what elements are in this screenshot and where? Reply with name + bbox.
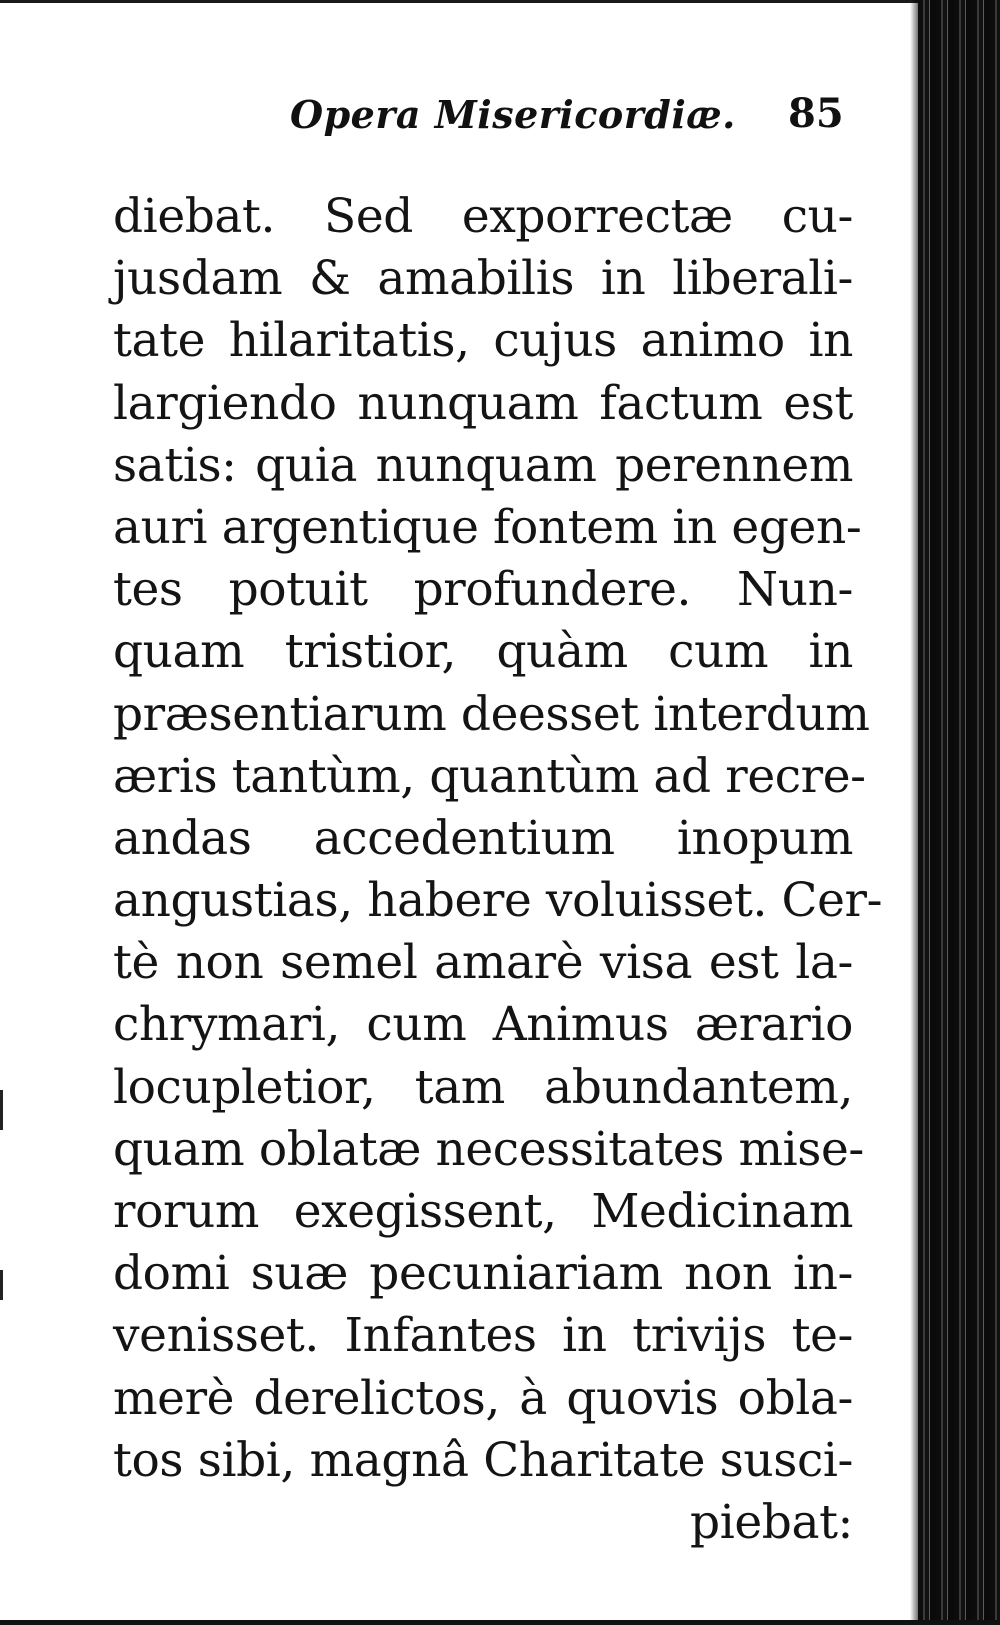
bottom-border (0, 1617, 1000, 1625)
text-line: andas accedentium inopum (113, 810, 853, 866)
running-head: Opera Misericordiæ. (290, 92, 736, 137)
text-line: rorum exegissent, Medicinam (113, 1184, 853, 1239)
text-line: chrymari, cum Animus ærario (113, 997, 853, 1053)
text-line: quam oblatæ necessitates mise- (113, 1121, 864, 1177)
text-line: præsentiarum deesset interdum (113, 686, 870, 742)
text-line: venisset. Infantes in trivijs te- (113, 1308, 853, 1364)
text-line: jusdam & amabilis in liberali- (113, 251, 853, 307)
text-line: largiendo nunquam factum est (113, 375, 853, 431)
text-line: angustias, habere voluisset. Cer- (113, 873, 883, 929)
top-border (0, 0, 1000, 10)
text-line: diebat. Sed exporrectæ cu- (113, 189, 853, 244)
text-line: domi suæ pecuniariam non in- (113, 1246, 853, 1302)
text-line: locupletior, tam abundantem, (113, 1059, 853, 1115)
text-line: merè derelictos, à quovis obla- (113, 1370, 853, 1426)
page-number: 85 (788, 90, 844, 137)
text-line: æris tantùm, quantùm ad recre- (113, 748, 866, 804)
left-edge-mark (0, 1090, 3, 1130)
text-line: tos sibi, magnâ Charitate susci- (113, 1432, 853, 1488)
text-line: tes potuit profundere. Nun- (113, 562, 853, 618)
body-text (113, 186, 883, 1554)
left-edge-mark (0, 1270, 3, 1300)
text-line: quam tristior, quàm cum in (113, 624, 853, 680)
text-line: satis: quia nunquam perennem (113, 437, 853, 493)
text-line: auri argentique fontem in egen- (113, 499, 862, 555)
page-binding-edge (918, 0, 1000, 1625)
text-line: tate hilaritatis, cujus animo in (113, 313, 853, 369)
text-line: tè non semel amarè visa est la- (113, 935, 853, 991)
text-line: piebat: (690, 1494, 853, 1550)
